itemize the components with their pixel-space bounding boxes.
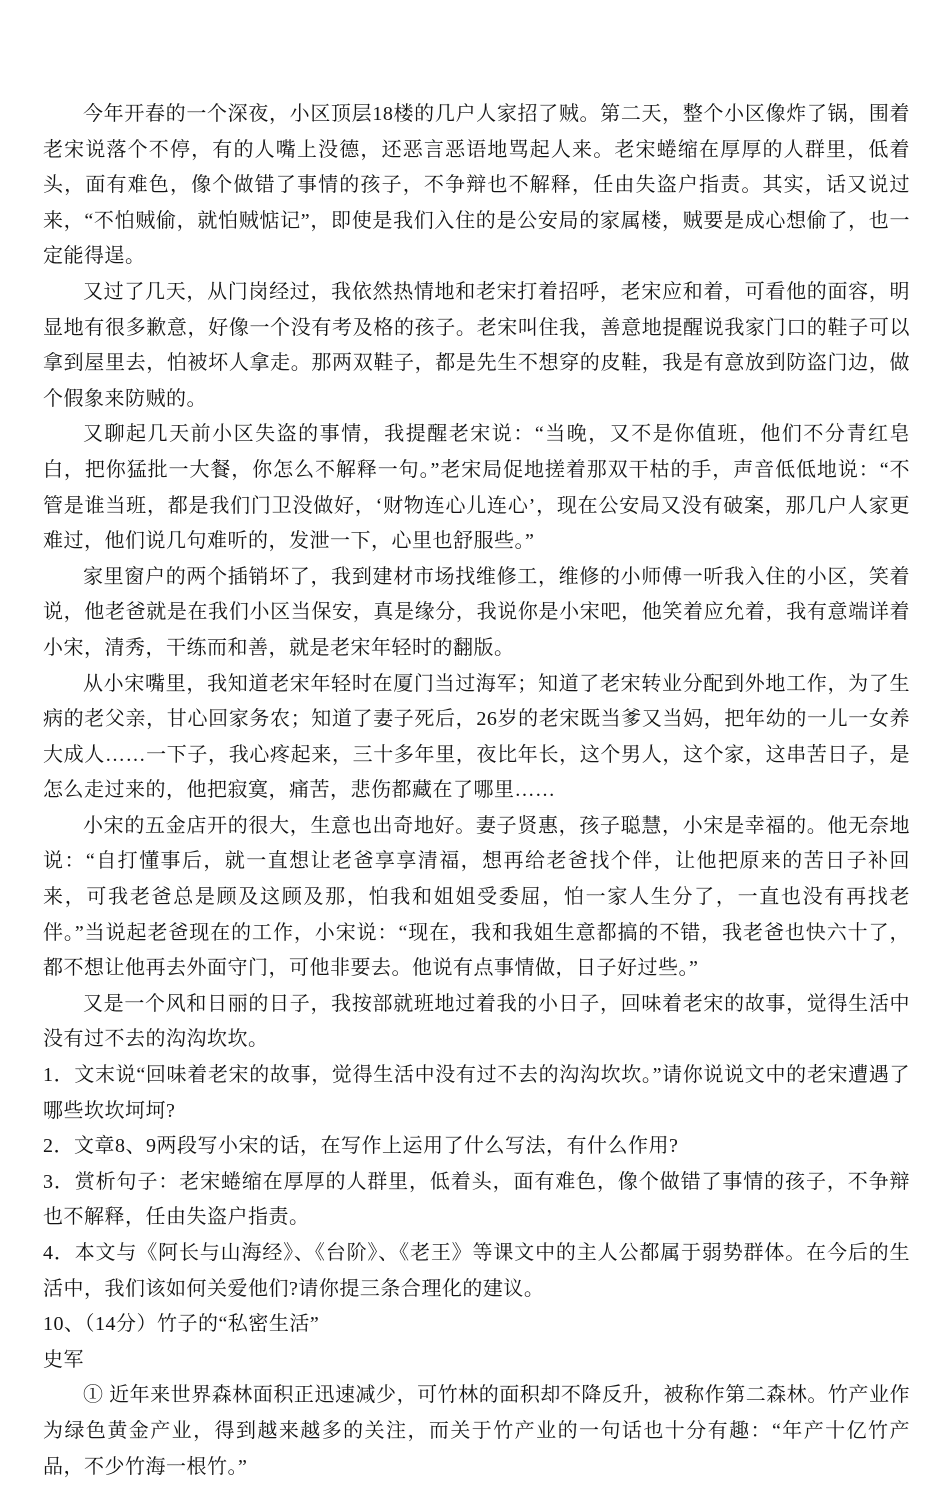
passage1-paragraph-2: 又过了几天，从门岗经过，我依然热情地和老宋打着招呼，老宋应和着，可看他的面容，明显地有很多歉意，好像一个没有考及格的孩子。老宋叫住我，善意地提醒说我家门口的鞋子可以拿到屋里去，怕被坏人拿走。那两双鞋子，都是先生不想穿的皮鞋，我是有意放到防盗门边，做个假象来防贼的。 [43, 280, 910, 410]
passage2-paragraph-1: ① 近年来世界森林面积正迅速减少，可竹林的面积却不降反升，被称作第二森林。竹产业作为绿色黄金产业，得到越来越多的关注，而关于竹产业的一句话也十分有趣：“年产十亿竹产品，不少竹海一根竹。” [43, 1384, 910, 1478]
question-3: 3．赏析句子：老宋蜷缩在厚厚的人群里，低着头，面有难色，像个做错了事情的孩子，不争辩也不解释，任由失盗户指责。 [43, 1170, 910, 1229]
passage1-paragraph-1: 今年开春的一个深夜，小区顶层18楼的几户人家招了贼。第二天，整个小区像炸了锅，围着老宋说落个不停，有的人嘴上没德，还恶言恶语地骂起人来。老宋蜷缩在厚厚的人群里，低着头，面有难色，像个做错了事情的孩子，不争辩也不解释，任由失盗户指责。其实，话又说过来，“不怕贼偷，就怕贼惦记”，即使是我们入住的是公安局的家属楼，贼要是成心想偷了，也一定能得逞。 [43, 103, 910, 268]
passage1-paragraph-5: 从小宋嘴里，我知道老宋年轻时在厦门当过海军；知道了老宋转业分配到外地工作，为了生病的老父亲，甘心回家务农；知道了妻子死后，26岁的老宋既当爹又当妈，把年幼的一儿一女养大成人……一下子，我心疼起来，三十多年里，夜比年长，这个男人，这个家，这串苦日子，是怎么走过来的，他把寂寞，痛苦，悲伤都藏在了哪里…… [43, 672, 910, 802]
passage2-author: 史军 [43, 1348, 84, 1371]
question-1: 1．文末说“回味着老宋的故事，觉得生活中没有过不去的沟沟坎坎。”请你说说文中的老宋遭遇了哪些坎坎坷坷? [43, 1064, 910, 1122]
passage1-paragraph-7: 又是一个风和日丽的日子，我按部就班地过着我的小日子，回味着老宋的故事，觉得生活中没有过不去的沟沟坎坎。 [43, 992, 910, 1051]
passage1-paragraph-3: 又聊起几天前小区失盗的事情，我提醒老宋说：“当晚，又不是你值班，他们不分青红皂白，把你猛批一大餐，你怎么不解释一句。”老宋局促地搓着那双干枯的手，声音低低地说：“不管是谁当班，都是我们门卫没做好，‘财物连心儿连心’，现在公安局又没有破案，那几户人家更难过，他们说几句难听的，发泄一下，心里也舒服些。” [43, 423, 910, 553]
question-2: 2．文章8、9两段写小宋的话，在写作上运用了什么写法，有什么作用? [43, 1135, 679, 1158]
passage1-paragraph-6: 小宋的五金店开的很大，生意也出奇地好。妻子贤惠，孩子聪慧，小宋是幸福的。他无奈地说：“自打懂事后，就一直想让老爸享享清福，想再给老爸找个伴，让他把原来的苦日子补回来，可我老爸总是顾及这顾及那，怕我和姐姐受委屈，怕一家人生分了，一直也没有再找老伴。”当说起老爸现在的工作，小宋说：“现在，我和我姐生意都搞的不错，我老爸也快六十了，都不想让他再去外面守门，可他非要去。他说有点事情做，日子好过些。” [43, 814, 910, 980]
question-4: 4．本文与《阿长与山海经》、《台阶》、《老王》等课文中的主人公都属于弱势群体。在今后的生活中，我们该如何关爱他们?请你提三条合理化的建议。 [43, 1242, 910, 1300]
passage2-heading: 10、（14分）竹子的“私密生活” [43, 1313, 320, 1336]
passage1-paragraph-4: 家里窗户的两个插销坏了，我到建材市场找维修工，维修的小师傅一听我入住的小区，笑着说，他老爸就是在我们小区当保安，真是缘分，我说你是小宋吧，他笑着应允着，我有意端详着小宋，清秀，干练而和善，就是老宋年轻时的翻版。 [43, 565, 910, 659]
